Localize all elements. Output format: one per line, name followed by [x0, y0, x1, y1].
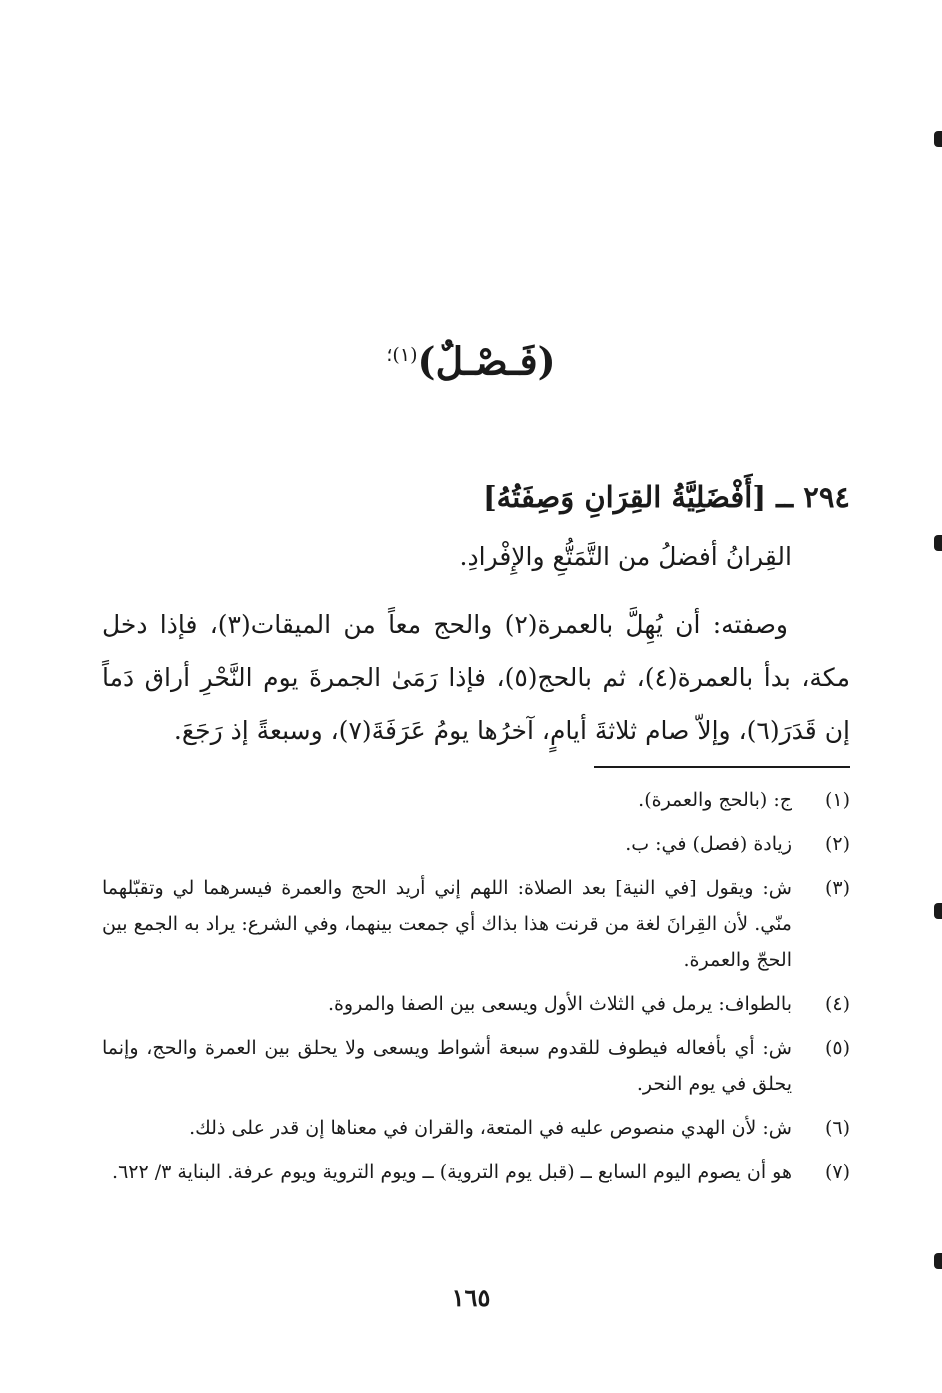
- scan-edge-mark: [934, 131, 942, 147]
- scan-edge-mark: [934, 1253, 942, 1269]
- footnote-2: [102, 826, 850, 862]
- footnote-number: (٧): [824, 1161, 850, 1183]
- chapter-title: [0, 330, 942, 387]
- section-heading: ٢٩٤ ــ [أَفْضَلِيَّةُ القِرَانِ وَصِفَتُهُ]: [482, 480, 850, 514]
- footnote-text: ش: أي بأفعاله فيطوف للقدوم سبعة أشواط ويسعى ولا يحلق بين العمرة والحج، وإنما يحلق في يوم النحر.: [102, 1037, 792, 1095]
- footnote-number: (٣): [824, 877, 850, 899]
- footnote-3: [102, 870, 850, 978]
- chapter-footnote-marker: (١)؛: [386, 344, 418, 366]
- footnote-4: [102, 986, 850, 1022]
- footnote-number: (٥): [824, 1037, 850, 1059]
- scan-edge-mark: [934, 535, 942, 551]
- footnote-text: زيادة (فصل) في: ب.: [625, 833, 792, 855]
- footnote-number: (٢): [824, 833, 850, 855]
- page-number: ١٦٥: [451, 1283, 491, 1312]
- footnote-5: [102, 1030, 850, 1102]
- footnote-1: [102, 782, 850, 818]
- footnote-7: [102, 1154, 850, 1190]
- footnote-text: ش: ويقول [في النية] بعد الصلاة: اللهم إني أريد الحج والعمرة فيسرهما لي وتقبّلهما منّي. لأن القِرانَ لغة من قرنت هذا بذاك أي جمعت بينهما، وفي الشرع: يراد به الجمع بين الحجّ والعمرة.: [102, 877, 792, 971]
- footnote-separator-rule: [594, 766, 850, 768]
- footnote-number: (١): [824, 789, 850, 811]
- footnotes-list: [102, 782, 850, 1198]
- section-lead-sentence: القِرانُ أفضلُ من التَّمَتُّعِ والإِفْرادِ.: [459, 542, 792, 571]
- chapter-title-text: (فَـصْـلٌ): [417, 338, 556, 384]
- footnote-number: (٤): [824, 993, 850, 1015]
- footnote-text: ج: (بالحج والعمرة).: [638, 789, 792, 811]
- footnote-number: (٦): [824, 1117, 850, 1139]
- footnote-6: [102, 1110, 850, 1146]
- section-body-paragraph: وصفته: أن يُهِلَّ بالعمرة(٢) والحج معاً من الميقات(٣)، فإذا دخل مكة، بدأ بالعمرة(٤)، ثم بالحج(٥)، فإذا رَمَىٰ الجمرةَ يوم النَّحْرِ أراق دَماً إن قَدَرَ(٦)، وإلاّ صام ثلاثةَ أيامٍ، آخرُها يومُ عَرَفَةَ(٧)، وسبعةً إذ رَجَعَ.: [102, 610, 850, 745]
- scan-edge-mark: [934, 903, 942, 919]
- footnote-text: هو أن يصوم اليوم السابع ــ (قبل يوم التروية) ــ ويوم التروية ويوم عرفة. البناية ٣/ ٦٢٢.: [112, 1161, 792, 1183]
- footnote-text: بالطواف: يرمل في الثلاث الأول ويسعى بين الصفا والمروة.: [327, 993, 792, 1015]
- footnote-text: ش: لأن الهدي منصوص عليه في المتعة، والقران في معناها إن قدر على ذلك.: [189, 1117, 792, 1139]
